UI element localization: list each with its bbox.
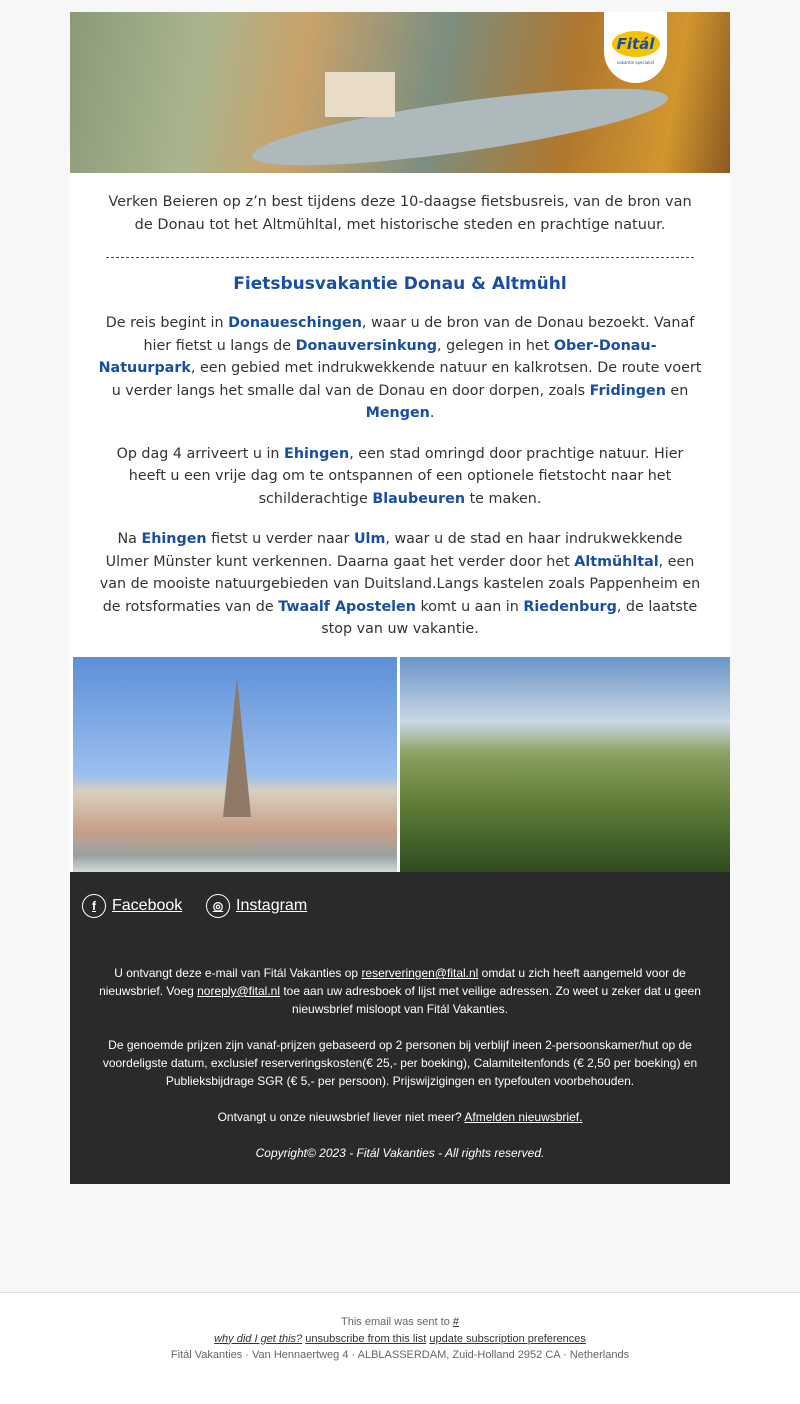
ulm-photo <box>73 657 397 873</box>
subscription-notice: U ontvangt deze e-mail van Fitál Vakanties op reserveringen@fital.nl omdat u zich heeft aangemeld voor de nieuwsbrief. Voeg noreply@fital.nl toe aan uw adresboek of lijst met veilige adressen. Zo weet u zeker dat u geen nieuwsbrief misloopt van Fitál Vakanties. <box>99 966 701 1016</box>
river-bend-photo <box>400 657 730 873</box>
why-link[interactable]: why did I get this? <box>214 1332 303 1345</box>
text-segment: komt u aan in <box>415 598 524 615</box>
email-card <box>70 12 730 873</box>
text-segment: De reis begint in <box>105 315 229 331</box>
email-link-noreply[interactable]: noreply@fital.nl <box>197 984 281 998</box>
instagram-icon: ◎ <box>206 894 230 918</box>
text-segment: Na <box>117 531 142 547</box>
price-disclaimer: De genoemde prijzen zijn vanaf-prijzen gebaseerd op 2 personen bij verblijf ineen 2-persoonskamer/hut op de voordeligste datum, exclusief reserveringskosten(€ 25,- per boeking), Calamiteitenfonds (€ 2,50 per boeking) en Publieksbijdrage SGR (€ 5,- per persoon). Prijswijzigingen en typefouten voorbehouden. <box>102 1038 698 1088</box>
facebook-link[interactable] <box>82 894 182 918</box>
facebook-label: Facebook <box>112 897 183 914</box>
text-segment: , de laatste stop van uw vakantie. <box>321 598 698 637</box>
hero-image <box>70 12 730 173</box>
text-segment: , waar u de stad en haar indrukwekkende Ulmer Münster kunt verkennen. Daarna gaat het verder door het <box>105 531 683 570</box>
text-segment: , een gebied met indrukwekkende natuur en kalkrotsen. De route voert u verder langs het smalle dal van de Donau en door dorpen, zoals <box>111 360 702 399</box>
body-paragraph <box>70 443 730 511</box>
divider <box>106 257 694 258</box>
text-segment: fietst u verder naar <box>206 531 354 547</box>
instagram-link[interactable] <box>206 894 307 918</box>
logo-mark: Fitál <box>612 31 660 57</box>
footer <box>70 872 730 1184</box>
unsubscribe-line: Ontvangt u onze nieuwsbrief liever niet meer? Afmelden nieuwsbrief. <box>217 1110 583 1124</box>
body-paragraph <box>70 312 730 425</box>
postal-address: Fitál Vakanties · Van Hennaertweg 4 · ALBLASSERDAM, Zuid-Holland 2952 CA · Netherlands <box>170 1349 630 1361</box>
instagram-label: Instagram <box>236 897 308 914</box>
place-name: Ehingen <box>141 531 207 547</box>
sent-to-link[interactable]: # <box>452 1316 459 1328</box>
copyright: Copyright© 2023 - Fitál Vakanties - All rights reserved. <box>255 1146 545 1160</box>
text-segment: , gelegen in het <box>437 337 554 354</box>
place-name: Ober-Donau-Natuurpark <box>98 337 657 376</box>
fital-logo[interactable] <box>604 12 667 83</box>
text-segment: Op dag 4 arriveert u in <box>116 445 285 462</box>
text-segment: . <box>429 405 435 421</box>
text-segment: , een stad omringd door prachtige natuur. Hier heeft u een vrije dag om te ontspannen of een optionele fietstocht naar het schilderachtige <box>128 445 684 507</box>
text-segment: , waar u de bron van de Donau bezoekt. Vanaf hier fietst u langs de <box>143 315 695 354</box>
intro-text: Verken Beieren op z’n best tijdens deze 10-daagse fietsbusreis, van de bron van de Donau tot het Altmühltal, met historische steden en prachtige natuur. <box>108 194 692 233</box>
place-name: Donauversinkung <box>295 337 438 354</box>
mailer-footer <box>0 1292 800 1404</box>
place-name: Altmühltal <box>574 553 659 570</box>
section-title: Fietsbusvakantie Donau & Altmühl <box>233 274 567 294</box>
place-name: Ehingen <box>284 445 350 462</box>
text-segment: te maken. <box>465 490 542 507</box>
email-link-reserveringen[interactable]: reserveringen@fital.nl <box>361 966 479 980</box>
place-name: Blaubeuren <box>372 490 466 507</box>
place-name: Riedenburg <box>523 598 617 615</box>
unsubscribe-list-link[interactable]: unsubscribe from this list <box>305 1332 427 1345</box>
sent-to-text: This email was sent to <box>341 1316 453 1328</box>
facebook-icon: f <box>82 894 106 918</box>
place-name: Twaalf Apostelen <box>278 598 416 615</box>
place-name: Donaueschingen <box>228 315 362 331</box>
text-segment: , een van de mooiste natuurgebieden van Duitsland.Langs kastelen zoals Pappenheim en de rotsformaties van de <box>99 553 701 615</box>
place-name: Mengen <box>365 405 430 421</box>
unsubscribe-link[interactable]: Afmelden nieuwsbrief. <box>464 1110 583 1124</box>
update-preferences-link[interactable]: update subscription preferences <box>429 1332 586 1345</box>
place-name: Ulm <box>353 531 386 547</box>
body-paragraph <box>70 528 730 641</box>
place-name: Fridingen <box>589 382 666 399</box>
text-segment: en <box>665 382 689 399</box>
logo-tagline: vakantie specialist <box>616 59 655 65</box>
